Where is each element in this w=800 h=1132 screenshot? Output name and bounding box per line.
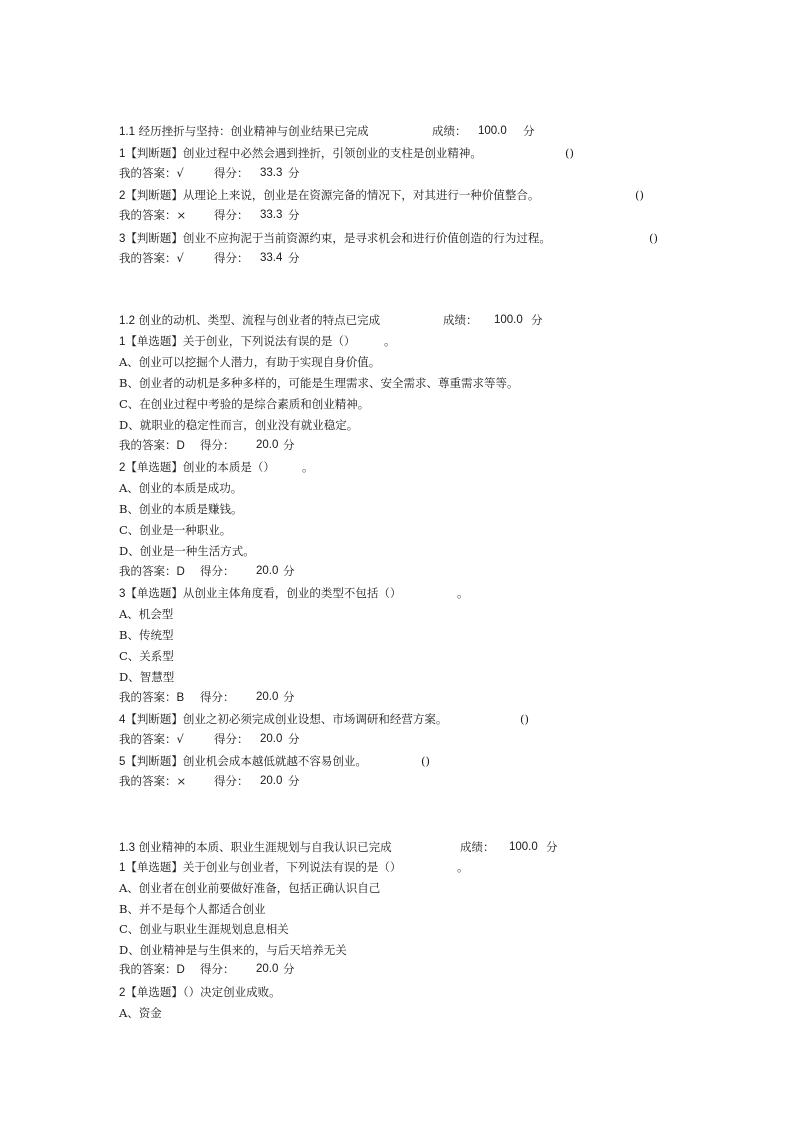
score-unit: 分 xyxy=(288,208,300,222)
question-line xyxy=(119,188,644,203)
option-line xyxy=(119,376,518,390)
question-text: 创业过程中必然会遇到挫折，引领创业的支柱是创业精神。 xyxy=(182,146,482,160)
score-label: 得分： xyxy=(214,166,249,180)
option-c: C、关系型 xyxy=(119,649,174,663)
section-title: 创业精神的本质、职业生涯规划与自我认识已完成 xyxy=(138,840,392,854)
answer-line xyxy=(119,438,295,453)
option-a: A、创业的本质是成功。 xyxy=(119,481,243,495)
question-end: 。 xyxy=(457,586,469,600)
answer-value: × xyxy=(176,774,187,788)
question-number: 4 xyxy=(119,714,126,726)
answer-line xyxy=(119,251,300,265)
option-a: A、资金 xyxy=(119,1006,162,1020)
score-unit: 分 xyxy=(288,251,300,265)
answer-value: B xyxy=(176,692,185,704)
answer-label: 我的答案： xyxy=(119,732,177,746)
answer-label: 我的答案： xyxy=(119,690,177,704)
question-number: 1 xyxy=(119,862,126,874)
question-text: （）决定创业成败。 xyxy=(182,985,281,999)
question-line xyxy=(119,460,314,475)
answer-blank: () xyxy=(520,712,529,726)
score-label: 得分： xyxy=(200,690,235,704)
answer-label: 我的答案： xyxy=(119,564,177,578)
score-unit: 分 xyxy=(283,962,295,976)
score-label: 得分： xyxy=(200,438,235,452)
option-line xyxy=(119,418,358,432)
question-text: 关于创业与创业者，下列说法有误的是（） xyxy=(182,860,402,874)
answer-blank: () xyxy=(421,754,430,768)
question-number: 3 xyxy=(119,588,126,600)
section-number: 1.1 xyxy=(119,126,135,138)
answer-label: 我的答案： xyxy=(119,208,177,222)
question-line xyxy=(119,334,396,349)
option-line xyxy=(119,943,347,957)
score-unit: 分 xyxy=(288,774,300,788)
section-score-label: 成绩： xyxy=(443,313,478,327)
answer-line xyxy=(119,564,295,579)
answer-value: × xyxy=(176,208,187,222)
question-text: 创业机会成本越低就越不容易创业。 xyxy=(182,754,367,768)
option-b: B、创业者的动机是多种多样的，可能是生理需求、安全需求、尊重需求等等。 xyxy=(119,376,519,390)
question-line xyxy=(119,860,469,875)
option-line xyxy=(119,881,380,895)
question-line xyxy=(119,146,574,161)
section-header xyxy=(119,840,558,855)
score-value: 20.0 xyxy=(260,733,283,745)
score-label: 得分： xyxy=(214,732,249,746)
answer-label: 我的答案： xyxy=(119,166,177,180)
answer-label: 我的答案： xyxy=(119,774,177,788)
question-type: 【判断题】 xyxy=(125,231,183,245)
answer-blank: () xyxy=(649,231,658,245)
question-line xyxy=(119,586,469,601)
question-number: 2 xyxy=(119,987,126,999)
option-d: D、就职业的稳定性而言，创业没有就业稳定。 xyxy=(119,418,359,432)
option-line xyxy=(119,628,173,642)
answer-value: D xyxy=(176,440,185,452)
option-line xyxy=(119,1006,162,1020)
question-number: 1 xyxy=(119,148,126,160)
answer-value: D xyxy=(176,566,185,578)
score-value: 33.3 xyxy=(260,209,283,221)
option-c: C、创业是一种职业。 xyxy=(119,523,232,537)
answer-label: 我的答案： xyxy=(119,962,177,976)
score-label: 得分： xyxy=(214,251,249,265)
answer-line xyxy=(119,774,300,788)
section-score-label: 成绩： xyxy=(432,124,467,138)
score-label: 得分： xyxy=(214,208,249,222)
question-type: 【判断题】 xyxy=(125,754,183,768)
section-score: 100.0 xyxy=(509,841,538,853)
score-label: 得分： xyxy=(200,564,235,578)
question-number: 1 xyxy=(119,336,126,348)
score-value: 20.0 xyxy=(256,565,279,577)
option-line xyxy=(119,670,174,684)
question-text: 创业的本质是（） xyxy=(182,460,275,474)
score-value: 20.0 xyxy=(260,775,283,787)
score-unit: 分 xyxy=(283,564,295,578)
option-c: C、创业与职业生涯规划息息相关 xyxy=(119,922,289,936)
section-score-unit: 分 xyxy=(531,313,543,327)
answer-label: 我的答案： xyxy=(119,251,177,265)
answer-value: √ xyxy=(176,166,184,180)
question-type: 【单选题】 xyxy=(125,860,183,874)
option-line xyxy=(119,649,174,663)
answer-blank: () xyxy=(635,188,644,202)
question-line xyxy=(119,712,529,727)
question-line xyxy=(119,754,430,769)
option-d: D、创业是一种生活方式。 xyxy=(119,544,255,558)
question-text: 创业不应拘泥于当前资源约束，是寻求机会和进行价值创造的行为过程。 xyxy=(182,231,551,245)
question-line xyxy=(119,231,658,246)
question-end: 。 xyxy=(302,460,314,474)
question-type: 【单选题】 xyxy=(125,334,183,348)
option-b: B、传统型 xyxy=(119,628,174,642)
option-line xyxy=(119,523,231,537)
option-a: A、创业者在创业前要做好准备，包括正确认识自己 xyxy=(119,881,381,895)
question-type: 【判断题】 xyxy=(125,188,183,202)
section-score-unit: 分 xyxy=(523,124,535,138)
question-number: 3 xyxy=(119,233,126,245)
question-type: 【单选题】 xyxy=(125,586,183,600)
answer-line xyxy=(119,166,300,180)
score-value: 20.0 xyxy=(256,691,279,703)
question-type: 【单选题】 xyxy=(125,985,183,999)
score-unit: 分 xyxy=(283,438,295,452)
question-type: 【判断题】 xyxy=(125,712,183,726)
question-number: 2 xyxy=(119,462,126,474)
answer-label: 我的答案： xyxy=(119,438,177,452)
section-score: 100.0 xyxy=(494,314,523,326)
option-line xyxy=(119,607,173,621)
score-value: 20.0 xyxy=(256,963,279,975)
option-line xyxy=(119,355,380,369)
question-text: 从理论上来说，创业是在资源完备的情况下，对其进行一种价值整合。 xyxy=(182,188,540,202)
option-a: A、创业可以挖掘个人潜力，有助于实现自身价值。 xyxy=(119,355,381,369)
question-number: 5 xyxy=(119,756,126,768)
option-b: B、并不是每个人都适合创业 xyxy=(119,902,266,916)
option-line xyxy=(119,502,242,516)
section-score-label: 成绩： xyxy=(460,840,495,854)
section-header xyxy=(119,124,535,139)
option-line xyxy=(119,922,289,936)
section-title: 创业的动机、类型、流程与创业者的特点已完成 xyxy=(138,313,381,327)
option-c: C、在创业过程中考验的是综合素质和创业精神。 xyxy=(119,397,370,411)
question-end: 。 xyxy=(384,334,396,348)
option-a: A、机会型 xyxy=(119,607,174,621)
answer-line xyxy=(119,208,300,222)
option-b: B、创业的本质是赚钱。 xyxy=(119,502,243,516)
score-label: 得分： xyxy=(214,774,249,788)
section-score-unit: 分 xyxy=(546,840,558,854)
answer-line xyxy=(119,962,295,977)
question-text: 创业之初必须完成创业设想、市场调研和经营方案。 xyxy=(182,712,448,726)
answer-line xyxy=(119,732,300,746)
answer-value: √ xyxy=(176,251,184,265)
section-header xyxy=(119,313,543,328)
score-unit: 分 xyxy=(288,166,300,180)
question-text: 关于创业，下列说法有误的是（） xyxy=(182,334,356,348)
section-number: 1.3 xyxy=(119,842,135,854)
option-d: D、智慧型 xyxy=(119,670,175,684)
question-type: 【判断题】 xyxy=(125,146,183,160)
score-value: 33.4 xyxy=(260,252,283,264)
answer-blank: () xyxy=(565,146,574,160)
score-unit: 分 xyxy=(288,732,300,746)
question-end: 。 xyxy=(457,860,469,874)
question-text: 从创业主体角度看，创业的类型不包括（） xyxy=(182,586,402,600)
score-label: 得分： xyxy=(200,962,235,976)
section-number: 1.2 xyxy=(119,315,135,327)
option-line xyxy=(119,902,265,916)
section-score: 100.0 xyxy=(478,125,507,137)
answer-line xyxy=(119,690,295,705)
score-unit: 分 xyxy=(283,690,295,704)
score-value: 20.0 xyxy=(256,439,279,451)
answer-value: D xyxy=(176,964,185,976)
score-value: 33.3 xyxy=(260,167,283,179)
section-title: 经历挫折与坚持：创业精神与创业结果已完成 xyxy=(138,124,369,138)
question-number: 2 xyxy=(119,190,126,202)
option-line xyxy=(119,481,242,495)
option-d: D、创业精神是与生俱来的，与后天培养无关 xyxy=(119,943,347,957)
question-type: 【单选题】 xyxy=(125,460,183,474)
option-line xyxy=(119,397,369,411)
option-line xyxy=(119,544,255,558)
answer-value: √ xyxy=(176,732,184,746)
question-line xyxy=(119,985,281,1000)
